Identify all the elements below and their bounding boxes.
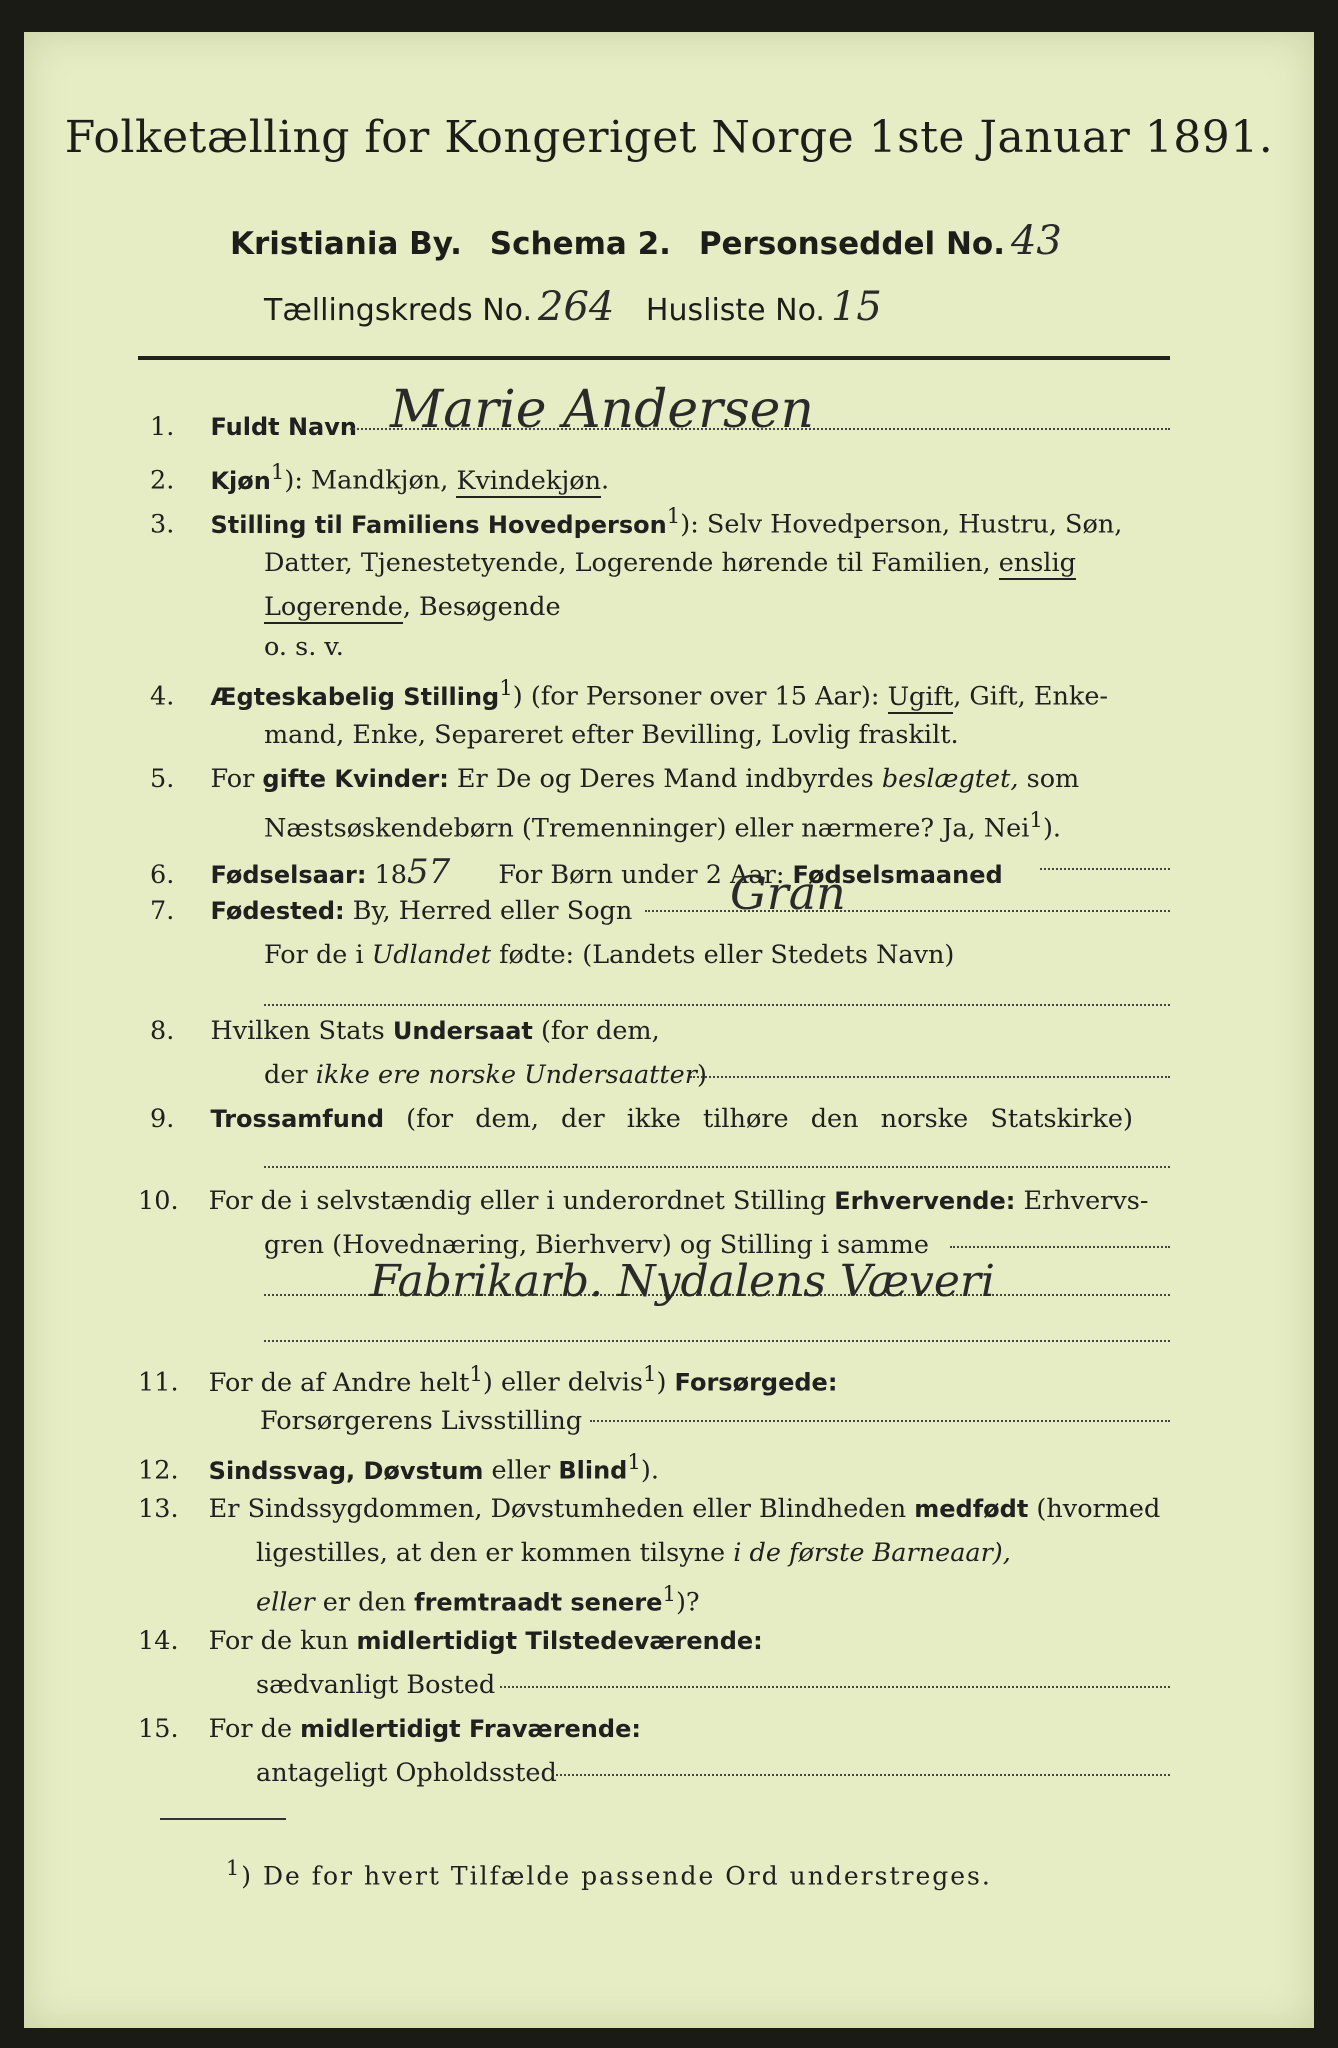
city-label: Kristiania By. [230, 226, 462, 262]
q10-dotted-line [950, 1228, 1170, 1248]
q12-label: Sindssvag, Døvstum [208, 1456, 484, 1485]
q6-text: For Børn under 2 Aar: [490, 860, 793, 890]
q7-line-2-end: fødte: (Landets eller Stedets Navn) [491, 940, 955, 970]
q8-italic-text: ikke ere norske Undersaatter [315, 1060, 697, 1090]
personseddel-label: Personseddel No. [698, 226, 1005, 262]
q8-line-2 [264, 1060, 707, 1090]
q8-line-2-text: der [264, 1060, 316, 1090]
kreds-line [264, 284, 882, 330]
q13-text-end: (hvormed [1028, 1494, 1161, 1524]
q15-prefix: For de [208, 1714, 301, 1744]
q10-number: 10. [138, 1186, 179, 1216]
q12-footnote-mark: 1 [627, 1450, 641, 1475]
q4-footnote-mark: 1 [499, 676, 513, 701]
q8-label: Undersaat [392, 1017, 533, 1045]
q11-dotted-line [590, 1402, 1170, 1422]
q13-label-2: fremtraadt senere [414, 1588, 663, 1617]
q9-dotted-line [264, 1148, 1170, 1168]
q8-dotted-line [690, 1058, 1170, 1078]
q7-number: 7. [150, 896, 175, 926]
q11-label: Forsørgede: [674, 1368, 838, 1397]
q10-dotted-line-3 [264, 1322, 1170, 1342]
q5-italic-word: beslægtet, [881, 764, 1019, 794]
question-10 [138, 1186, 1148, 1216]
q13-text: Er Sindssygdommen, Døvstumheden eller Blindheden [208, 1494, 915, 1524]
q4-label: Ægteskabelig Stilling [210, 682, 500, 711]
q11-number: 11. [138, 1367, 179, 1398]
q5-number: 5. [150, 764, 175, 794]
q14-dotted-line [500, 1668, 1170, 1688]
q10-label: Erhvervende: [834, 1187, 1016, 1215]
footnote-divider [160, 1818, 286, 1820]
q10-handwritten-occupation: Fabrikarb. Nydalens Væveri [370, 1256, 995, 1307]
q14-label: midlertidigt Tilstedeværende: [356, 1627, 763, 1655]
question-3 [150, 504, 1122, 540]
q2-footnote-mark: 1 [270, 460, 285, 485]
q8-text-end: (for dem, [532, 1016, 660, 1046]
q12-label-2: Blind [558, 1456, 628, 1485]
q13-line-3-end: )? [675, 1587, 700, 1618]
question-14 [138, 1626, 763, 1656]
q6-dotted-line [1040, 850, 1170, 870]
q15-dotted-line [556, 1756, 1170, 1776]
q3-line-2-text: Datter, Tjenestetyende, Logerende hørende til Familien, [264, 548, 999, 578]
q4-text-end: , Gift, Enke- [953, 681, 1109, 712]
q12-number: 12. [138, 1455, 179, 1486]
q13-label: medfødt [914, 1495, 1029, 1523]
q6-label-2: Fødselsmaaned [792, 861, 1003, 889]
q3-footnote-mark: 1 [666, 504, 681, 529]
q3-line-1: ): Selv Hovedperson, Hustru, Søn, [680, 509, 1123, 540]
question-4 [150, 676, 1108, 712]
q13-line-3-text: er den [314, 1587, 415, 1618]
q5-line-2 [264, 808, 1061, 844]
q5-text-end: som [1018, 764, 1080, 794]
q1-number: 1. [150, 412, 175, 442]
q5-label: gifte Kvinder: [262, 765, 449, 793]
footnote-mark: 1 [226, 1856, 242, 1880]
form-title: Folketælling for Kongeriget Norge 1ste Januar 1891. [64, 112, 1274, 163]
q13-italic-eller: eller [256, 1587, 315, 1618]
q13-footnote-mark: 1 [662, 1582, 676, 1607]
q6-year-prefix: 18 [366, 860, 408, 890]
question-2 [150, 460, 609, 496]
q15-label: midlertidigt Fraværende: [300, 1715, 641, 1743]
q2-label: Kjøn [210, 466, 271, 495]
husliste-label: Husliste No. [645, 293, 825, 328]
kreds-number: 264 [538, 284, 615, 330]
q2-underlined-option: Kvindekjøn [456, 465, 602, 496]
q9-text: (for dem, der ikke tilhøre den norske Statskirke) [384, 1104, 1133, 1134]
q6-handwritten-year: 57 [407, 852, 451, 892]
q13-italic-text: i de første Barneaar), [733, 1538, 1011, 1568]
q11-line-2: Forsørgerens Livsstilling [260, 1406, 583, 1436]
q15-number: 15. [138, 1714, 179, 1744]
footnote [226, 1856, 992, 1890]
q11-footnote-mark-1: 1 [469, 1362, 483, 1387]
schema-label: Schema 2. [489, 226, 671, 262]
q2-text: ): Mandkjøn, [284, 465, 457, 496]
q5-prefix: For [210, 764, 263, 794]
q3-label: Stilling til Familiens Hovedperson [210, 510, 667, 539]
header-divider [138, 356, 1170, 360]
q13-line-2-text: ligestilles, at den er kommen tilsyne [256, 1538, 734, 1568]
husliste-number: 15 [830, 284, 882, 330]
q3-line-2 [264, 548, 1076, 578]
q8-number: 8. [150, 1016, 175, 1046]
question-12 [138, 1450, 659, 1486]
q6-number: 6. [150, 860, 175, 890]
q5-line-2-end: ). [1042, 813, 1061, 844]
q1-handwritten-name: Marie Andersen [390, 380, 814, 440]
q4-underlined-ugift: Ugift [887, 681, 954, 712]
q7-dotted-line-2 [264, 986, 1170, 1006]
q4-number: 4. [150, 681, 175, 712]
question-6 [150, 852, 1003, 892]
q4-line-2: mand, Enke, Separeret efter Bevilling, Lovlig fraskilt. [264, 720, 959, 750]
q3-underlined-enslig: enslig [998, 548, 1076, 578]
form-subtitle [230, 218, 1062, 264]
q7-dotted-line [645, 892, 1170, 912]
question-5 [150, 764, 1079, 794]
q11-text-3: ) [656, 1367, 675, 1398]
footnote-text: ) De for hvert Tilfælde passende Ord understreges. [241, 1861, 992, 1891]
q3-line-3-text: , Besøgende [402, 592, 561, 622]
q14-prefix: For de kun [208, 1626, 357, 1656]
question-9 [150, 1104, 1133, 1134]
question-7 [150, 896, 632, 926]
q14-number: 14. [138, 1626, 179, 1656]
q3-line-3 [264, 592, 561, 622]
question-1 [150, 412, 357, 442]
question-8 [150, 1016, 660, 1046]
q13-line-3 [256, 1582, 700, 1618]
q8-text: Hvilken Stats [210, 1016, 393, 1046]
q11-footnote-mark-2: 1 [642, 1362, 657, 1387]
personseddel-number: 43 [1010, 218, 1062, 264]
q11-text: For de af Andre helt [208, 1367, 470, 1398]
q8-line-2-end: ) [696, 1060, 707, 1090]
q10-line-2: gren (Hovednæring, Bierhverv) og Stilling i samme [264, 1230, 929, 1260]
q7-line-2-text: For de i [264, 940, 372, 970]
q3-number: 3. [150, 509, 175, 540]
q3-line-4: o. s. v. [264, 632, 344, 662]
question-13 [138, 1494, 1160, 1524]
q5-line-2-text: Næstsøskendebørn (Tremenninger) eller nærmere? Ja, Nei [264, 813, 1030, 844]
q3-underlined-logerende: Logerende [264, 592, 403, 622]
q15-line-2: antageligt Opholdssted [256, 1758, 557, 1788]
q9-number: 9. [150, 1104, 175, 1134]
q7-handwritten-place: Gran [730, 866, 846, 920]
q9-label: Trossamfund [210, 1105, 385, 1133]
kreds-label: Tællingskreds No. [264, 293, 532, 328]
q7-italic-word: Udlandet [371, 940, 491, 970]
q1-label: Fuldt Navn [210, 413, 357, 441]
q14-line-2: sædvanligt Bosted [256, 1670, 496, 1700]
q2-period: . [601, 465, 610, 496]
q13-number: 13. [138, 1494, 179, 1524]
q7-line-2 [264, 940, 954, 970]
q5-footnote-mark: 1 [1029, 808, 1043, 833]
question-11 [138, 1362, 837, 1398]
q2-number: 2. [150, 465, 175, 496]
question-15 [138, 1714, 641, 1744]
q10-text-end: Erhvervs- [1015, 1186, 1149, 1216]
q13-line-2 [256, 1538, 1011, 1568]
q7-text: By, Herred eller Sogn [344, 896, 633, 926]
q7-label: Fødested: [210, 897, 345, 925]
q6-label: Fødselsaar: [210, 861, 367, 889]
q5-text: Er De og Deres Mand indbyrdes [448, 764, 882, 794]
q12-end: ). [640, 1455, 659, 1486]
q10-text: For de i selvstændig eller i underordnet Stilling [208, 1186, 835, 1216]
q12-text: eller [483, 1455, 559, 1486]
q11-text-2: ) eller delvis [482, 1367, 643, 1398]
q4-text: ) (for Personer over 15 Aar): [512, 681, 888, 712]
